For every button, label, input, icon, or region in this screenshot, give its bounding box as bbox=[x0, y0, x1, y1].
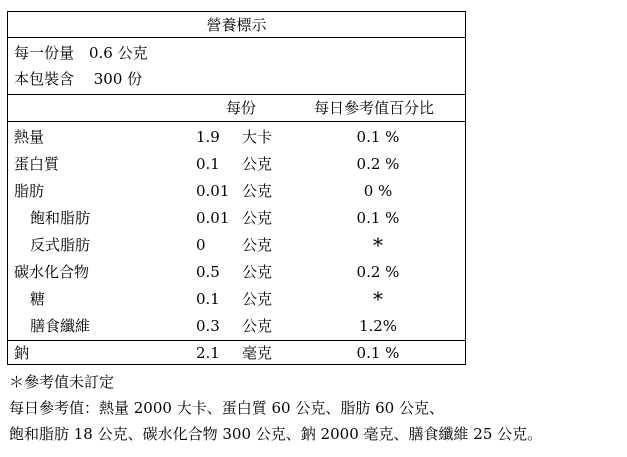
nutrient-unit: 公克 bbox=[242, 209, 273, 227]
nutrient-amount: 0.1 bbox=[196, 155, 220, 173]
nutrient-daily-value: 0.2 % bbox=[356, 155, 400, 173]
nutrient-daily-value: 1.2% bbox=[358, 317, 398, 335]
nutrient-amount: 2.1 bbox=[196, 344, 220, 362]
nutrient-name: 蛋白質 bbox=[14, 155, 60, 173]
nutrient-unit: 毫克 bbox=[242, 344, 273, 362]
nutrient-daily-value: * bbox=[373, 287, 383, 311]
title-divider bbox=[8, 37, 465, 38]
nutrient-name: 飽和脂肪 bbox=[30, 209, 91, 227]
nutrient-unit: 公克 bbox=[242, 236, 273, 254]
rows-divider bbox=[8, 340, 465, 341]
nutrient-name: 反式脂肪 bbox=[30, 236, 91, 254]
nutrient-name: 碳水化合物 bbox=[14, 263, 90, 281]
nutrient-unit: 大卡 bbox=[242, 128, 273, 146]
header-divider bbox=[8, 121, 465, 122]
nutrient-unit: 公克 bbox=[242, 155, 273, 173]
footnote-not-established: ＊參考值未訂定 bbox=[9, 373, 115, 391]
nutrient-unit: 公克 bbox=[242, 317, 273, 335]
nutrient-name: 糖 bbox=[30, 290, 46, 308]
nutrient-amount: 0.1 bbox=[196, 290, 220, 308]
per-serving-header: 每份 bbox=[226, 99, 257, 117]
nutrient-amount: 0.3 bbox=[196, 317, 220, 335]
nutrient-daily-value: 0 % bbox=[363, 182, 393, 200]
nutrition-facts-table bbox=[7, 11, 466, 365]
servings-per-package: 本包裝含 300 份 bbox=[14, 70, 143, 88]
footnote-daily-reference: 每日參考值：熱量 2000 大卡、蛋白質 60 公克、脂肪 60 公克、 bbox=[9, 399, 444, 417]
nutrient-amount: 1.9 bbox=[196, 128, 220, 146]
nutrient-amount: 0 bbox=[196, 236, 206, 254]
nutrient-amount: 0.5 bbox=[196, 263, 220, 281]
nutrient-name: 熱量 bbox=[14, 128, 45, 146]
nutrient-unit: 公克 bbox=[242, 263, 273, 281]
nutrient-name: 鈉 bbox=[14, 344, 30, 362]
nutrient-daily-value: 0.1 % bbox=[356, 344, 400, 362]
nutrient-daily-value: * bbox=[373, 233, 383, 257]
nutrient-name: 脂肪 bbox=[14, 182, 45, 200]
nutrient-unit: 公克 bbox=[242, 182, 273, 200]
nutrient-daily-value: 0.1 % bbox=[356, 128, 400, 146]
nutrient-daily-value: 0.2 % bbox=[356, 263, 400, 281]
nutrient-amount: 0.01 bbox=[196, 182, 230, 200]
nutrient-daily-value: 0.1 % bbox=[356, 209, 400, 227]
nutrient-unit: 公克 bbox=[242, 290, 273, 308]
serving-size: 每一份量 0.6 公克 bbox=[14, 44, 148, 62]
nutrient-name: 膳食纖維 bbox=[30, 317, 91, 335]
daily-value-header: 每日參考值百分比 bbox=[313, 99, 434, 117]
serving-divider bbox=[8, 94, 465, 95]
table-title: 營養標示 bbox=[206, 16, 267, 34]
nutrient-amount: 0.01 bbox=[196, 209, 230, 227]
footnote-daily-reference-cont: 飽和脂肪 18 公克、碳水化合物 300 公克、鈉 2000 毫克、膳食纖維 25 公克。 bbox=[9, 425, 543, 443]
